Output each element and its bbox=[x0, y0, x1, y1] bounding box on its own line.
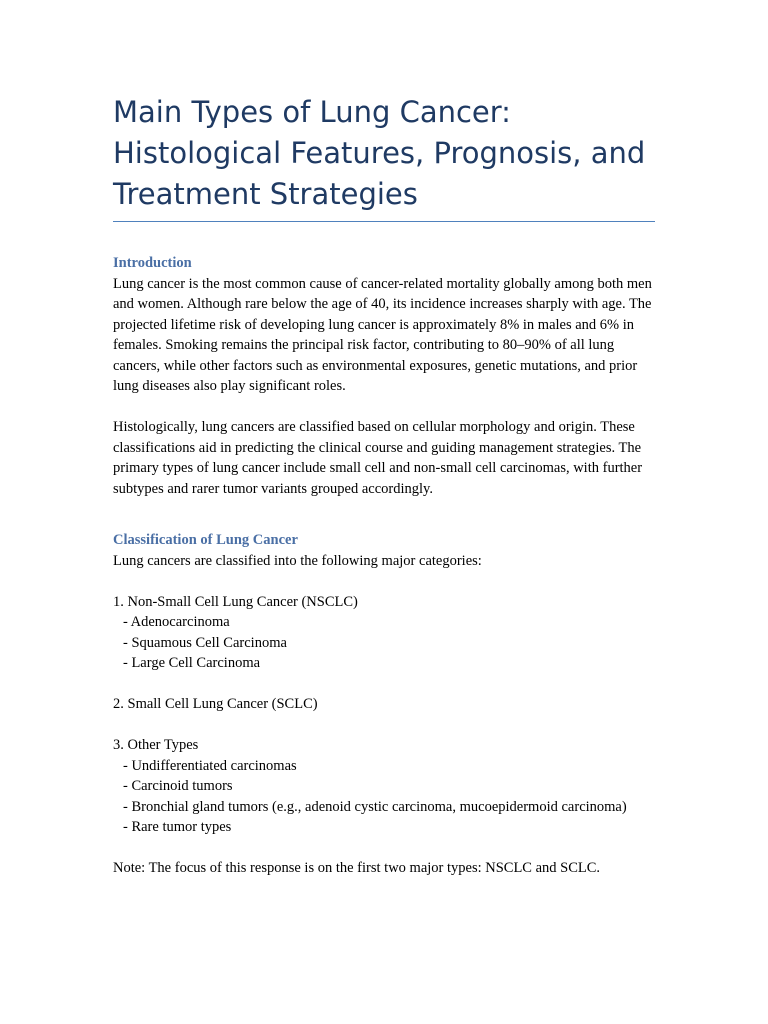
subtype-item: - Adenocarcinoma bbox=[123, 614, 230, 630]
introduction-heading: Introduction bbox=[113, 255, 192, 271]
group-label-other: 3. Other Types bbox=[113, 737, 199, 753]
subtype-item: - Large Cell Carcinoma bbox=[123, 655, 261, 671]
introduction-paragraph-2: Histologically, lung cancers are classified based on cellular morphology and origin. These classifications aid in predicting the clinical course and guiding management strategies. The primary types of lung cancer include small cell and non-small cell carcinomas, with further subtypes and rarer tumor variants grouped accordingly. bbox=[113, 419, 643, 497]
subtype-item: - Carcinoid tumors bbox=[123, 778, 233, 794]
classification-note: Note: The focus of this response is on the first two major types: NSCLC and SCLC. bbox=[113, 860, 601, 876]
subtype-item: - Undifferentiated carcinomas bbox=[123, 757, 297, 774]
document-title: Main Types of Lung Cancer: Histological Features, Prognosis, and Treatment Strategies bbox=[113, 92, 655, 222]
classification-heading: Classification of Lung Cancer bbox=[113, 532, 298, 548]
subtype-item: - Squamous Cell Carcinoma bbox=[123, 634, 287, 651]
subtype-item: - Rare tumor types bbox=[123, 819, 232, 835]
subtype-item: - Bronchial gland tumors (e.g., adenoid cystic carcinoma, mucoepidermoid carcinoma) bbox=[123, 798, 627, 815]
group-label-nsclc: 1. Non-Small Cell Lung Cancer (NSCLC) bbox=[113, 593, 358, 610]
introduction-paragraph-1: Lung cancer is the most common cause of cancer-related mortality globally among both men and women. Although rare below the age of 40, its incidence increases sharply with age. The projected lifetime risk of developing lung cancer is approximately 8% in males and 6% in females. Smoking remains the principal risk factor, contributing to 80–90% of all lung cancers, while other factors such as environmental exposures, genetic mutations, and prior lung diseases also play significant roles. bbox=[113, 275, 652, 394]
classification-intro: Lung cancers are classified into the following major categories: bbox=[113, 552, 482, 569]
document-page bbox=[113, 92, 655, 879]
group-label-sclc: 2. Small Cell Lung Cancer (SCLC) bbox=[113, 696, 318, 712]
